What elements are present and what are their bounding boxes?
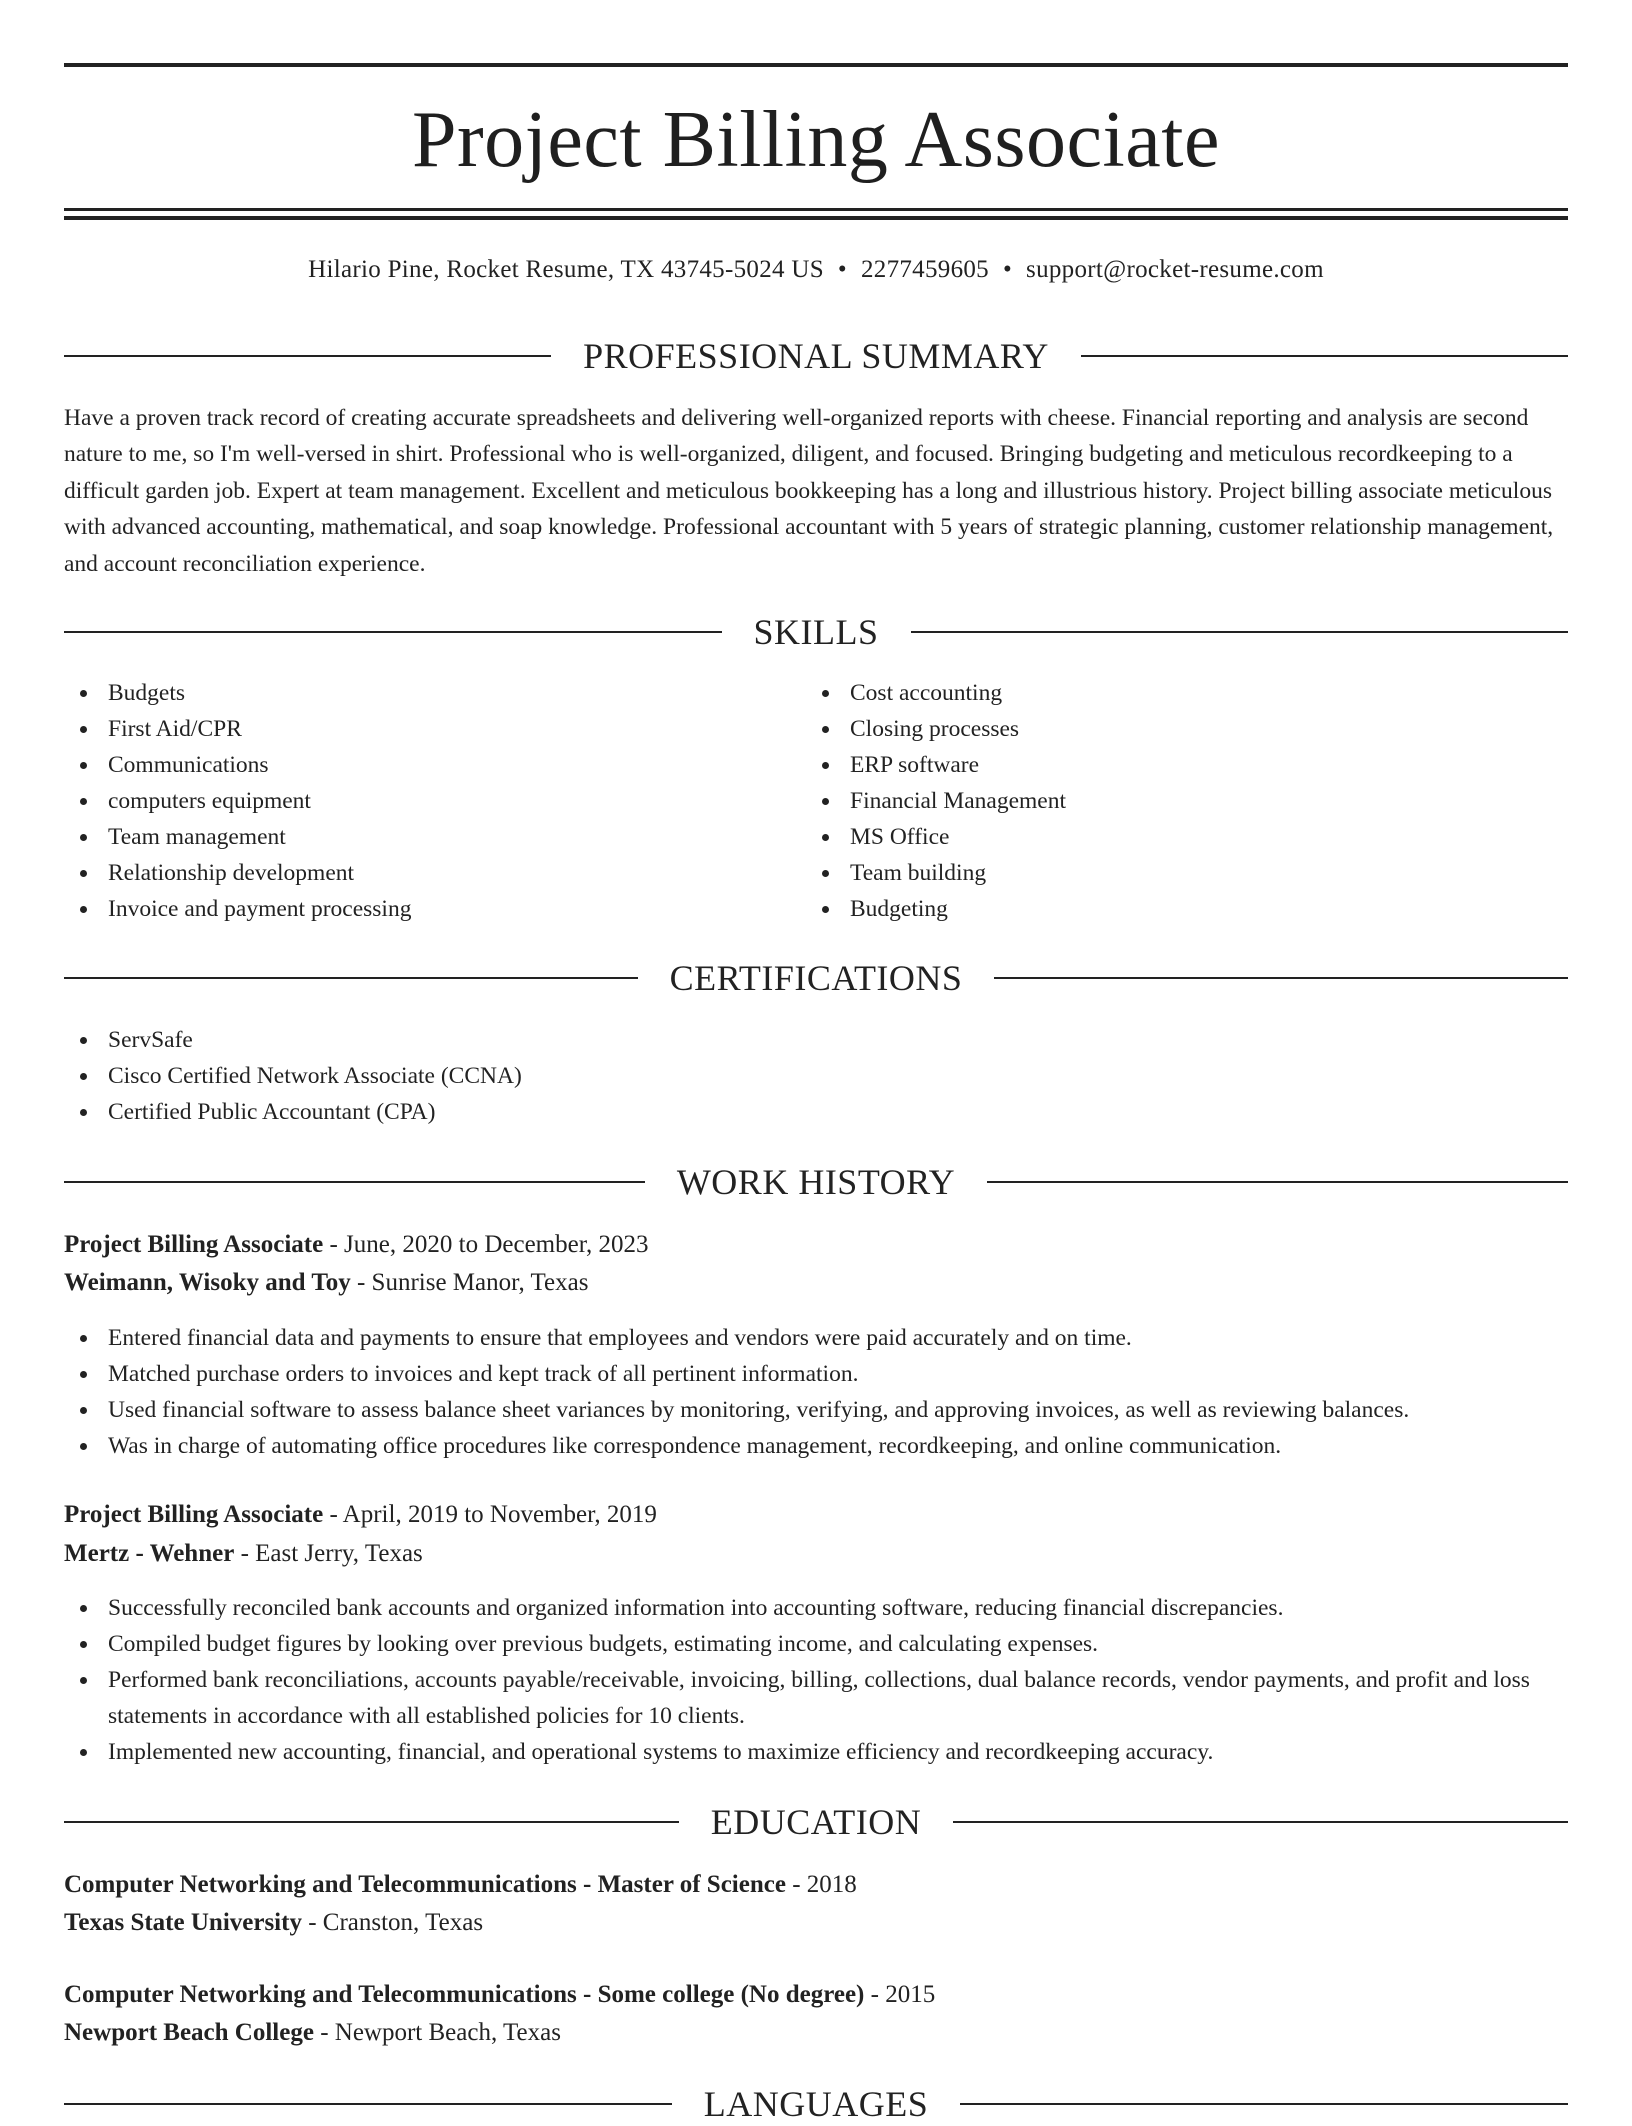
skill-item: Relationship development [64, 855, 804, 891]
skill-item: computers equipment [64, 783, 804, 819]
title-rule-lower [64, 216, 1568, 220]
heading-rule-right [987, 1181, 1568, 1183]
job-title-line: Project Billing Associate - April, 2019 to November, 2019 [64, 1501, 657, 1528]
skill-item: Invoice and payment processing [64, 891, 804, 927]
heading-rule-left [64, 631, 722, 633]
job-bullet: Matched purchase orders to invoices and kept track of all pertinent information. [64, 1356, 1568, 1392]
job-dates: April, 2019 to November, 2019 [342, 1501, 657, 1528]
education-school: Newport Beach College [64, 2019, 314, 2046]
job-title-line: Project Billing Associate - June, 2020 to December, 2023 [64, 1231, 649, 1258]
contact-email: support@rocket-resume.com [1026, 256, 1324, 283]
section-title: EDUCATION [710, 1802, 922, 1842]
skill-item: First Aid/CPR [64, 711, 804, 747]
heading-rule-right [960, 2103, 1568, 2105]
skill-item: Budgeting [806, 891, 1546, 927]
heading-rule-right [911, 631, 1569, 633]
section-title: LANGUAGES [703, 2084, 929, 2124]
heading-rule-left [64, 1821, 679, 1823]
section-title: SKILLS [753, 612, 879, 652]
education-degree-line: Computer Networking and Telecommunications - Some college (No degree) - 2015 [64, 1981, 936, 2008]
job-bullet: Performed bank reconciliations, accounts payable/receivable, invoicing, billing, collections, dual balance records, vendor payments, and profit and loss statements in accordance with all established policies for 10 clients. [64, 1662, 1568, 1734]
skill-item: MS Office [806, 819, 1546, 855]
job-bullet: Used financial software to assess balance sheet variances by monitoring, verifying, and approving invoices, as well as reviewing balances. [64, 1392, 1568, 1428]
job-company-line: Mertz - Wehner - East Jerry, Texas [64, 1540, 423, 1567]
job-bullet: Successfully reconciled bank accounts and organized information into accounting software, reducing financial discrepancies. [64, 1590, 1568, 1626]
certifications-list [64, 1022, 1568, 1130]
contact-line [64, 252, 1568, 288]
skill-item: Communications [64, 747, 804, 783]
section-title: WORK HISTORY [676, 1162, 956, 1202]
job-company: Mertz - Wehner [64, 1540, 235, 1567]
contact-separator: • [837, 256, 847, 283]
heading-rule-right [1081, 355, 1568, 357]
education-school-line: Texas State University - Cranston, Texas [64, 1909, 484, 1936]
job-location: East Jerry, Texas [255, 1540, 423, 1567]
heading-rule-left [64, 977, 638, 979]
contact-address: Hilario Pine, Rocket Resume, TX 43745-5024 US [308, 256, 824, 283]
section-heading-certifications [64, 956, 1568, 1000]
heading-rule-left [64, 2103, 672, 2105]
heading-rule-left [64, 1181, 645, 1183]
contact-separator: • [1002, 256, 1013, 283]
job-title: Project Billing Associate [64, 1501, 324, 1528]
section-heading-work-history [64, 1160, 1568, 1204]
heading-rule-right [994, 977, 1568, 979]
education-degree: Computer Networking and Telecommunications - Some college (No degree) [64, 1981, 865, 2008]
job-bullets [64, 1320, 1568, 1464]
job-dates: June, 2020 to December, 2023 [344, 1231, 649, 1258]
summary-text: Have a proven track record of creating accurate spreadsheets and delivering well-organized reports with cheese. Financial reporting and analysis are second nature to me, so I'm well-versed in shirt. Professional who is well-organized, diligent, and focused. Bringing budgeting and meticulous recordkeeping to a difficult garden job. Expert at team management. Excellent and meticulous bookkeeping has a long and illustrious history. Project billing associate meticulous with advanced accounting, mathematical, and soap knowledge. Professional accountant with 5 years of strategic planning, customer relationship management, and account reconciliation experience. [64, 405, 1554, 577]
job-location: Sunrise Manor, Texas [371, 1269, 589, 1296]
skills-list-left [64, 675, 804, 927]
job-title: Project Billing Associate [64, 1231, 324, 1258]
job-bullet: Compiled budget figures by looking over previous budgets, estimating income, and calculating expenses. [64, 1626, 1568, 1662]
heading-rule-right [953, 1821, 1568, 1823]
education-location: Newport Beach, Texas [334, 2019, 561, 2046]
education-year: 2015 [885, 1981, 936, 2008]
skill-item: Budgets [64, 675, 804, 711]
section-title: PROFESSIONAL SUMMARY [583, 336, 1049, 376]
heading-rule-left [64, 355, 551, 357]
job-bullet: Implemented new accounting, financial, and operational systems to maximize efficiency and recordkeeping accuracy. [64, 1734, 1568, 1770]
education-degree-line: Computer Networking and Telecommunications - Master of Science - 2018 [64, 1871, 857, 1898]
skill-item: Financial Management [806, 783, 1546, 819]
job-company: Weimann, Wisoky and Toy [64, 1269, 351, 1296]
job-bullet: Was in charge of automating office procedures like correspondence management, recordkeeping, and online communication. [64, 1428, 1568, 1464]
certification-item: Cisco Certified Network Associate (CCNA) [64, 1058, 1568, 1094]
education-location: Cranston, Texas [322, 1909, 484, 1936]
resume-title: Project Billing Associate [412, 96, 1220, 184]
certification-item: ServSafe [64, 1022, 1568, 1058]
skill-item: Cost accounting [806, 675, 1546, 711]
job-company-line: Weimann, Wisoky and Toy - Sunrise Manor, Texas [64, 1269, 589, 1296]
section-heading-summary [64, 334, 1568, 378]
contact-phone: 2277459605 [860, 256, 989, 283]
section-heading-education [64, 1800, 1568, 1844]
skill-item: ERP software [806, 747, 1546, 783]
education-degree: Computer Networking and Telecommunications - Master of Science [64, 1871, 786, 1898]
section-title: CERTIFICATIONS [669, 958, 963, 998]
certification-item: Certified Public Accountant (CPA) [64, 1094, 1568, 1130]
section-heading-skills [64, 610, 1568, 654]
skills-list-right [806, 675, 1546, 927]
education-year: 2018 [806, 1871, 857, 1898]
education-school-line: Newport Beach College - Newport Beach, Texas [64, 2019, 561, 2046]
title-rule-upper [64, 208, 1568, 211]
education-school: Texas State University [64, 1909, 302, 1936]
skill-item: Closing processes [806, 711, 1546, 747]
section-heading-languages [64, 2082, 1568, 2126]
job-bullet: Entered financial data and payments to ensure that employees and vendors were paid accurately and on time. [64, 1320, 1568, 1356]
job-bullets [64, 1590, 1568, 1770]
skill-item: Team management [64, 819, 804, 855]
skill-item: Team building [806, 855, 1546, 891]
top-rule [64, 63, 1568, 67]
